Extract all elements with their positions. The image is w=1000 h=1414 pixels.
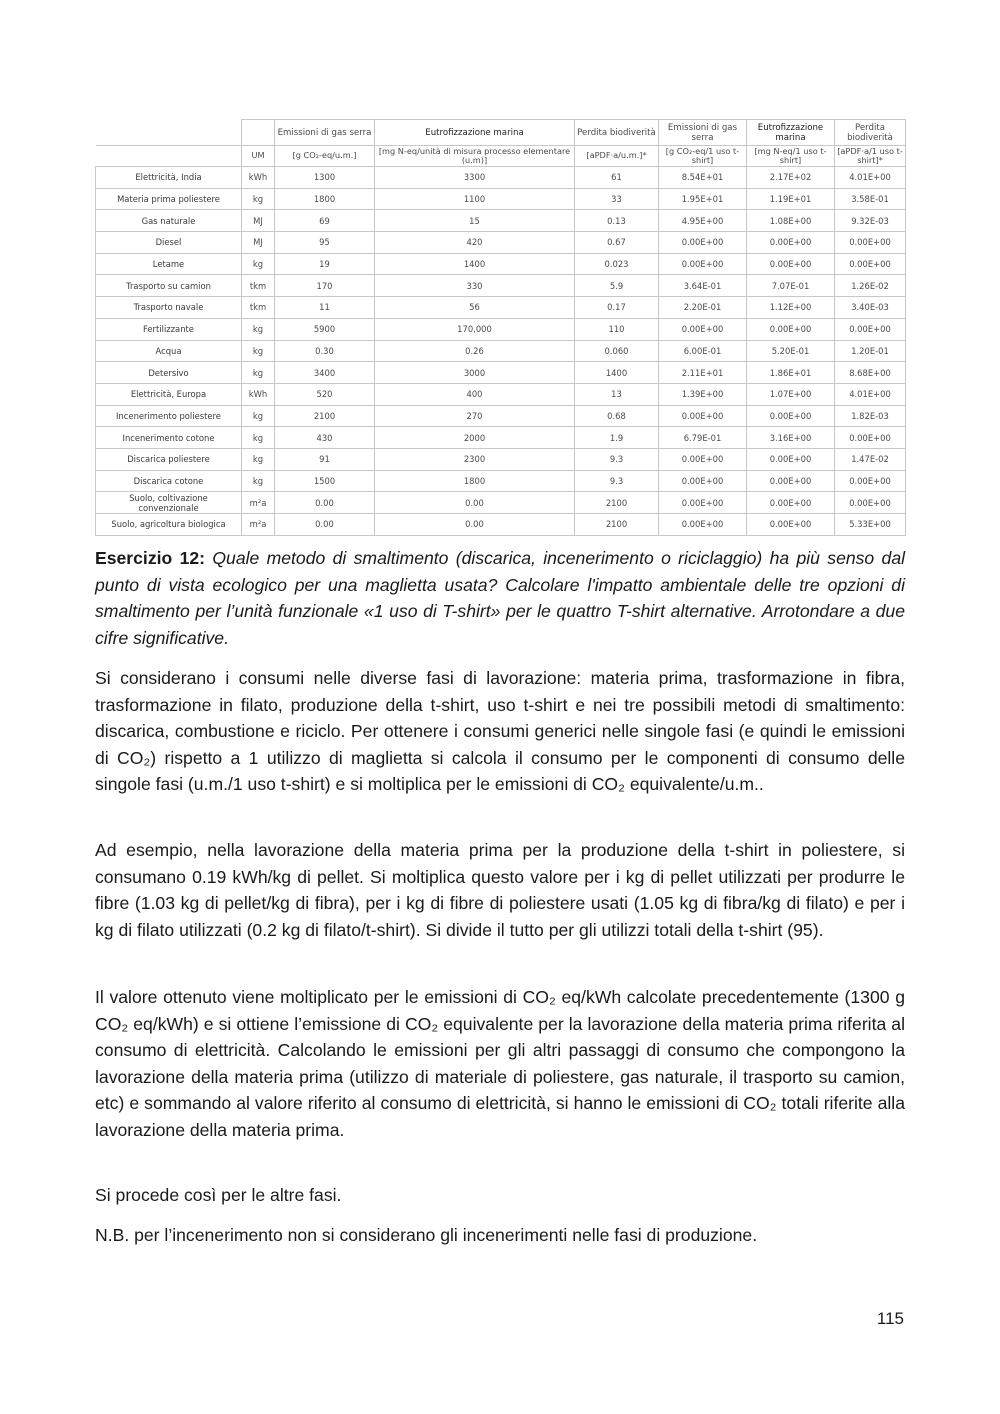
table-cell: 2.17E+02 (747, 167, 835, 189)
table-cell: 8.68E+00 (835, 362, 906, 384)
table-row (96, 427, 906, 449)
table-cell: 0.00E+00 (659, 405, 747, 427)
table-cell: 0.00E+00 (659, 514, 747, 536)
table-cell: 0.30 (275, 340, 375, 362)
table-cell: 0.00E+00 (659, 492, 747, 514)
exercise-title: Esercizio 12: (95, 548, 206, 568)
body-paragraph: Il valore ottenuto viene moltiplicato per le emissioni di CO₂ eq/kWh calcolate precedentemente (1300 g CO₂ eq/kWh) e si ottiene l’emissione di CO₂ equivalente per la lavorazione della materia prima riferita al consumo di elettricità. Calcolando le emissioni per gli altri passaggi di consumo che compongono la lavorazione della materia prima (utilizzo di materiale di poliestere, gas naturale, il trasporto su camion, etc) e sommando al valore riferito al consumo di elettricità, si hanno le emissioni di CO₂ totali riferite alla lavorazione della materia prima. (95, 987, 905, 1140)
table-cell: 2300 (375, 448, 575, 470)
table-cell: 11 (275, 297, 375, 319)
table-cell: 170 (275, 275, 375, 297)
row-label-cell: Trasporto su camion (96, 275, 242, 297)
table-header-row-1 (96, 120, 906, 146)
row-label-cell: Suolo, coltivazione convenzionale (96, 492, 242, 514)
table-row (96, 340, 906, 362)
table-cell: 9.3 (575, 470, 659, 492)
table-cell: 330 (375, 275, 575, 297)
table-row (96, 514, 906, 536)
table-cell: 270 (375, 405, 575, 427)
table-cell: 0.00E+00 (747, 448, 835, 470)
table-cell: 0.00E+00 (747, 253, 835, 275)
table-cell: 430 (275, 427, 375, 449)
row-label-cell: Elettricità, India (96, 167, 242, 189)
table-cell: 1.95E+01 (659, 188, 747, 210)
table-cell: 0.00E+00 (659, 448, 747, 470)
table-cell: kg (242, 427, 275, 449)
table-cell: m²a (242, 492, 275, 514)
table-cell: 0.00E+00 (747, 232, 835, 254)
header-cell (242, 120, 275, 146)
table-cell: 1300 (275, 167, 375, 189)
row-label-cell: Discarica cotone (96, 470, 242, 492)
header-cell: [mg N-eq/unità di misura processo elementare (u.m)] (375, 146, 575, 167)
table-cell: kg (242, 253, 275, 275)
table-cell: kg (242, 340, 275, 362)
table-cell: 2100 (575, 514, 659, 536)
table-cell: 1.07E+00 (747, 383, 835, 405)
table-cell: 1.26E-02 (835, 275, 906, 297)
table-cell: 0.060 (575, 340, 659, 362)
row-label-cell: Diesel (96, 232, 242, 254)
body-paragraph: N.B. per l’incenerimento non si considerano gli incenerimenti nelle fasi di produzione. (95, 1225, 758, 1245)
exercise-question: Quale metodo di smaltimento (discarica, incenerimento o riciclaggio) ha più senso dal punto di vista ecologico per una maglietta usata? Calcolare l'impatto ambientale delle tre opzioni di smaltimento per l’unità funzionale «1 uso di T-shirt» per le quattro T-shirt alternative. Arrotondare a due cifre significative. (95, 548, 906, 648)
row-label-cell: Detersivo (96, 362, 242, 384)
table-cell: 5.9 (575, 275, 659, 297)
table-cell: 0.26 (375, 340, 575, 362)
table-cell: 400 (375, 383, 575, 405)
table-cell: 19 (275, 253, 375, 275)
row-label-cell: Trasporto navale (96, 297, 242, 319)
table-cell: 0.00E+00 (659, 470, 747, 492)
header-cell: Emissioni di gas serra (275, 120, 375, 146)
header-cell: Emissioni di gas serra (659, 120, 747, 146)
table-cell: 0.00E+00 (747, 514, 835, 536)
table-cell: 0.17 (575, 297, 659, 319)
body-paragraph: Ad esempio, nella lavorazione della materia prima per la produzione della t-shirt in poliestere, si consumano 0.19 kWh/kg di pellet. Si moltiplica questo valore per i kg di pellet utilizzati per produrre le fibre (1.03 kg di pellet/kg di fibra), per i kg di fibre di poliestere usati (1.05 kg di fibra/kg di filato) e per i kg di filato utilizzati (0.2 kg di filato/t-shirt). Si divide il tutto per gli utilizzi totali della t-shirt (95). (95, 840, 905, 940)
lca-impact-table (95, 119, 906, 536)
table-cell: 0.00E+00 (835, 253, 906, 275)
body-paragraph: Si procede così per le altre fasi. (95, 1185, 342, 1205)
table-row (96, 275, 906, 297)
table-cell: tkm (242, 297, 275, 319)
table-cell: 0.68 (575, 405, 659, 427)
table-cell: 0.00 (375, 514, 575, 536)
table-cell: 5900 (275, 318, 375, 340)
row-label-cell: Elettricità, Europa (96, 383, 242, 405)
row-label-cell: Suolo, agricoltura biologica (96, 514, 242, 536)
header-cell: UM (242, 146, 275, 167)
header-cell: [aPDF·a/1 uso t-shirt]* (835, 146, 906, 167)
header-cell: Eutrofizzazione marina (747, 120, 835, 146)
table-cell: 56 (375, 297, 575, 319)
table-cell: kg (242, 405, 275, 427)
table-cell: 0.00E+00 (747, 405, 835, 427)
row-label-cell: Incenerimento poliestere (96, 405, 242, 427)
table-cell: kg (242, 188, 275, 210)
table-cell: 4.01E+00 (835, 383, 906, 405)
table-cell: 6.00E-01 (659, 340, 747, 362)
table-row (96, 362, 906, 384)
table-cell: 0.67 (575, 232, 659, 254)
table-cell: m²a (242, 514, 275, 536)
header-cell: [g CO₂-eq/u.m.] (275, 146, 375, 167)
table-cell: 0.00E+00 (835, 427, 906, 449)
table-cell: 9.32E-03 (835, 210, 906, 232)
table-cell: 9.3 (575, 448, 659, 470)
table-cell: 3.16E+00 (747, 427, 835, 449)
table-cell: 1500 (275, 470, 375, 492)
table-cell: 0.00E+00 (659, 318, 747, 340)
table-cell: 5.20E-01 (747, 340, 835, 362)
header-cell: [g CO₂-eq/1 uso t-shirt] (659, 146, 747, 167)
table-cell: 69 (275, 210, 375, 232)
header-cell: Perdita biodiverità (835, 120, 906, 146)
table-cell: 3.58E-01 (835, 188, 906, 210)
header-cell: [aPDF·a/u.m.]* (575, 146, 659, 167)
table-row (96, 188, 906, 210)
table-cell: tkm (242, 275, 275, 297)
table-cell: 13 (575, 383, 659, 405)
table-cell: 110 (575, 318, 659, 340)
table-cell: 1800 (375, 470, 575, 492)
row-label-cell: Letame (96, 253, 242, 275)
row-label-cell: Fertilizzante (96, 318, 242, 340)
table-cell: 6.79E-01 (659, 427, 747, 449)
table-cell: 3400 (275, 362, 375, 384)
table-cell: 2.11E+01 (659, 362, 747, 384)
table-row (96, 253, 906, 275)
table-cell: 2000 (375, 427, 575, 449)
table-cell: 0.00E+00 (659, 232, 747, 254)
table-cell: 1.12E+00 (747, 297, 835, 319)
table-row (96, 232, 906, 254)
page-number: 115 (876, 1309, 904, 1328)
table-row (96, 383, 906, 405)
header-cell (96, 120, 242, 146)
table-cell: MJ (242, 232, 275, 254)
table-cell: 1.39E+00 (659, 383, 747, 405)
table-cell: 1100 (375, 188, 575, 210)
table-cell: 420 (375, 232, 575, 254)
table-cell: 1.20E-01 (835, 340, 906, 362)
table-cell: 1400 (375, 253, 575, 275)
table-cell: 0.00E+00 (659, 253, 747, 275)
table-cell: 0.13 (575, 210, 659, 232)
row-label-cell: Discarica poliestere (96, 448, 242, 470)
table-cell: 1400 (575, 362, 659, 384)
table-cell: 0.00E+00 (835, 470, 906, 492)
table-row (96, 492, 906, 514)
table-cell: 95 (275, 232, 375, 254)
table-row (96, 405, 906, 427)
table-cell: 1.86E+01 (747, 362, 835, 384)
table-cell: 0.00 (375, 492, 575, 514)
table-header-row-2 (96, 146, 906, 167)
table-body (96, 167, 906, 536)
lca-impact-table-wrapper (95, 119, 905, 536)
table-cell: 3.40E-03 (835, 297, 906, 319)
table-cell: kg (242, 318, 275, 340)
table-cell: MJ (242, 210, 275, 232)
table-cell: 170,000 (375, 318, 575, 340)
table-cell: 0.00 (275, 492, 375, 514)
row-label-cell: Gas naturale (96, 210, 242, 232)
table-cell: 5.33E+00 (835, 514, 906, 536)
table-cell: 4.95E+00 (659, 210, 747, 232)
table-cell: 0.023 (575, 253, 659, 275)
table-row (96, 448, 906, 470)
table-cell: 1.08E+00 (747, 210, 835, 232)
table-cell: 3.64E-01 (659, 275, 747, 297)
header-cell: [mg N-eq/1 uso t-shirt] (747, 146, 835, 167)
table-cell: 1.9 (575, 427, 659, 449)
table-row (96, 470, 906, 492)
table-cell: kWh (242, 383, 275, 405)
table-cell: 4.01E+00 (835, 167, 906, 189)
exercise-statement (95, 545, 905, 651)
table-cell: kg (242, 448, 275, 470)
table-cell: 15 (375, 210, 575, 232)
table-cell: 1800 (275, 188, 375, 210)
table-row (96, 167, 906, 189)
table-row (96, 318, 906, 340)
table-cell: 2100 (275, 405, 375, 427)
body-paragraph: Si considerano i consumi nelle diverse fasi di lavorazione: materia prima, trasformazione in fibra, trasformazione in filato, produzione della t-shirt, uso t-shirt e nei tre possibili metodi di smaltimento: discarica, combustione e riciclo. Per ottenere i consumi generici nelle singole fasi (e quindi le emissioni di CO₂) rispetto a 1 utilizzo di maglietta si calcola il consumo per le componenti di consumo delle singole fasi (u.m./1 uso t-shirt) e si moltiplica per le emissioni di CO₂ equivalente/u.m.. (95, 668, 905, 794)
header-cell: Perdita biodiverità (575, 120, 659, 146)
table-cell: 0.00E+00 (835, 318, 906, 340)
table-cell: 0.00E+00 (835, 232, 906, 254)
table-cell: 8.54E+01 (659, 167, 747, 189)
table-cell: 520 (275, 383, 375, 405)
table-cell: 1.47E-02 (835, 448, 906, 470)
table-row (96, 297, 906, 319)
table-cell: 3300 (375, 167, 575, 189)
table-cell: 33 (575, 188, 659, 210)
table-cell: 0.00E+00 (747, 492, 835, 514)
table-cell: 0.00E+00 (747, 470, 835, 492)
table-cell: 1.82E-03 (835, 405, 906, 427)
table-row (96, 210, 906, 232)
table-cell: 1.19E+01 (747, 188, 835, 210)
table-cell: 2100 (575, 492, 659, 514)
table-cell: 3000 (375, 362, 575, 384)
table-cell: 0.00E+00 (835, 492, 906, 514)
header-cell (96, 146, 242, 167)
table-cell: kg (242, 470, 275, 492)
table-cell: 0.00 (275, 514, 375, 536)
table-cell: 0.00E+00 (747, 318, 835, 340)
table-cell: 91 (275, 448, 375, 470)
row-label-cell: Materia prima poliestere (96, 188, 242, 210)
header-cell: Eutrofizzazione marina (375, 120, 575, 146)
table-cell: 61 (575, 167, 659, 189)
row-label-cell: Acqua (96, 340, 242, 362)
table-cell: 2.20E-01 (659, 297, 747, 319)
table-cell: kWh (242, 167, 275, 189)
row-label-cell: Incenerimento cotone (96, 427, 242, 449)
table-cell: kg (242, 362, 275, 384)
table-cell: 7.07E-01 (747, 275, 835, 297)
